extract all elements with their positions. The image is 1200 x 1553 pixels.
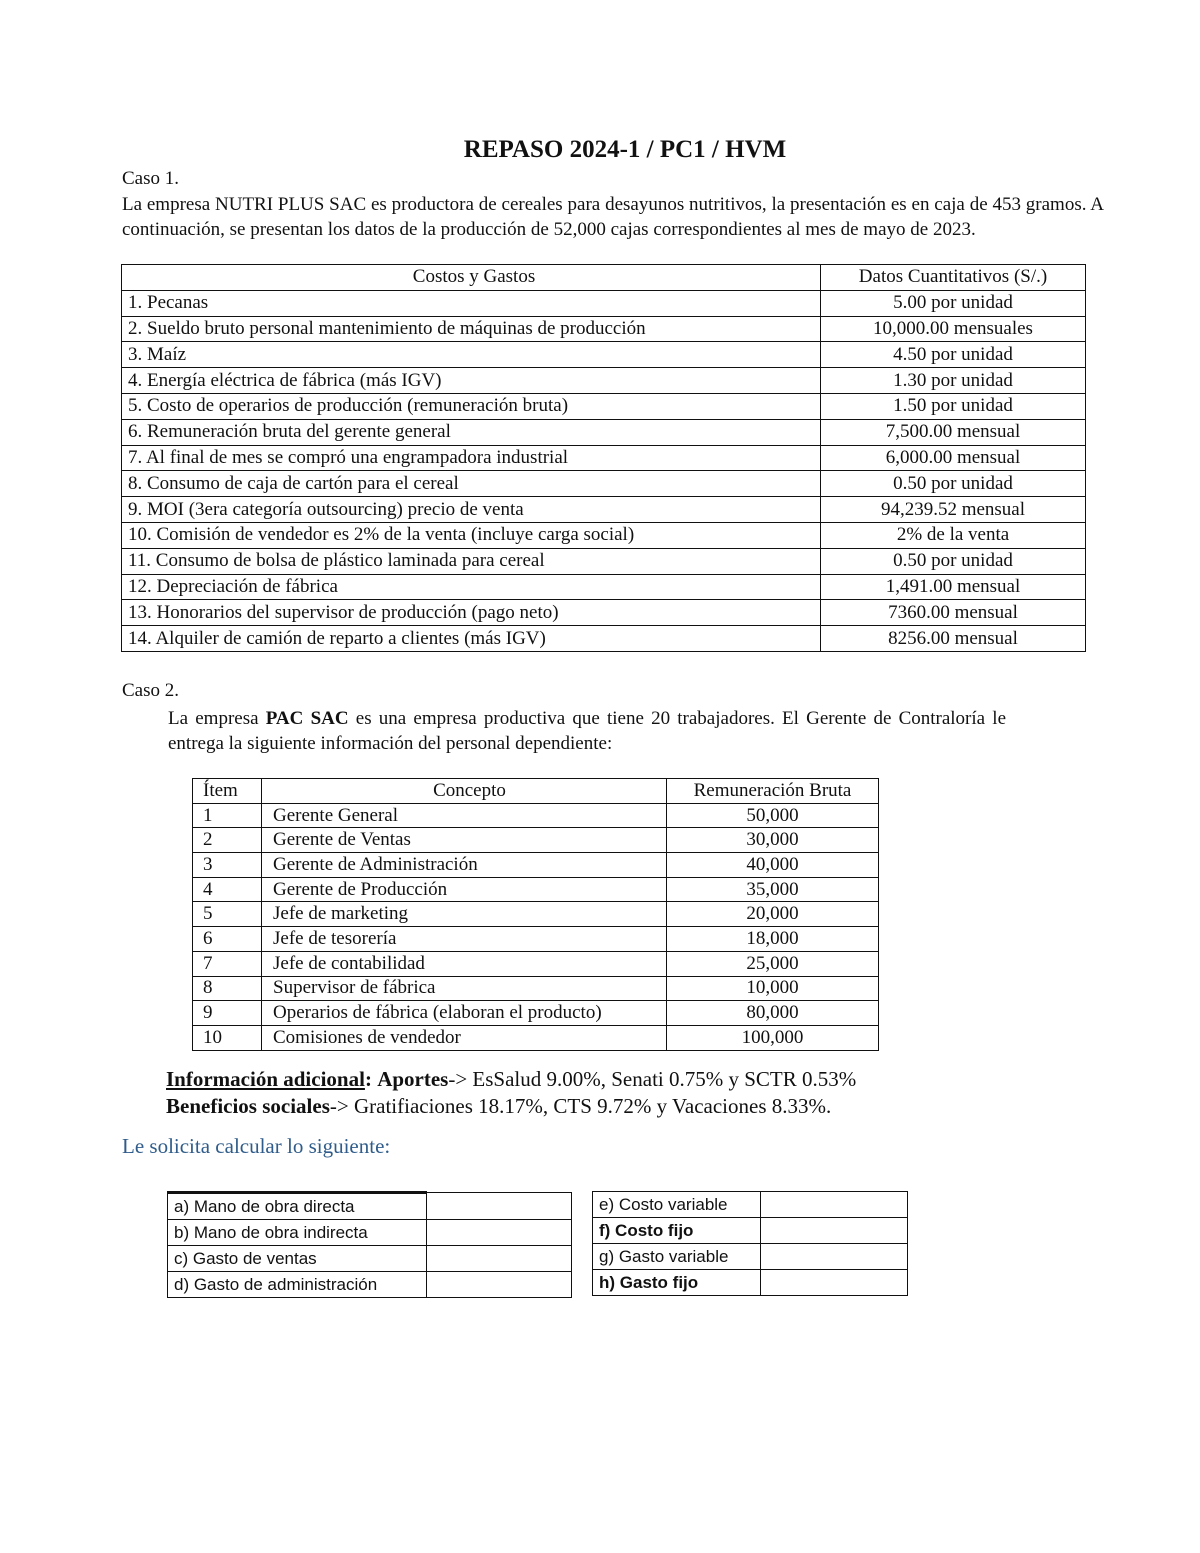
remuneracion: 10,000 bbox=[667, 976, 879, 1001]
info-colon: : bbox=[364, 1067, 372, 1091]
remuneracion: 80,000 bbox=[667, 1001, 879, 1026]
cost-concept: 5. Costo de operarios de producción (remuneración bruta) bbox=[122, 393, 821, 419]
remuneracion: 35,000 bbox=[667, 877, 879, 902]
table-row bbox=[122, 342, 1086, 368]
table-row bbox=[122, 548, 1086, 574]
concepto: Gerente de Administración bbox=[262, 853, 667, 878]
table-row bbox=[193, 1001, 879, 1026]
item-number: 6 bbox=[193, 927, 262, 952]
remuneracion: 50,000 bbox=[667, 803, 879, 828]
answer-label: h) Gasto fijo bbox=[593, 1270, 761, 1296]
table-row bbox=[122, 316, 1086, 342]
caso2-text-after: es una empresa productiva que tiene 20 trabajadores. El Gerente de Contraloría le entrega la siguiente información del personal dependiente: bbox=[168, 708, 1006, 754]
cost-concept: 10. Comisión de vendedor es 2% de la venta (incluye carga social) bbox=[122, 522, 821, 548]
item-number: 1 bbox=[193, 803, 262, 828]
table-row bbox=[193, 976, 879, 1001]
aportes-text: -> EsSalud 9.00%, Senati 0.75% y SCTR 0.53% bbox=[448, 1067, 857, 1091]
table-row bbox=[168, 1193, 572, 1220]
table-row bbox=[193, 927, 879, 952]
table-row bbox=[193, 902, 879, 927]
table-row bbox=[122, 626, 1086, 652]
table-row bbox=[122, 368, 1086, 394]
remuneracion: 25,000 bbox=[667, 951, 879, 976]
cost-value: 0.50 por unidad bbox=[821, 471, 1086, 497]
aportes-line bbox=[166, 1066, 856, 1093]
table-row bbox=[122, 445, 1086, 471]
item-number: 2 bbox=[193, 828, 262, 853]
cost-value: 6,000.00 mensual bbox=[821, 445, 1086, 471]
answer-label: e) Costo variable bbox=[593, 1192, 761, 1218]
cost-concept: 8. Consumo de caja de cartón para el cereal bbox=[122, 471, 821, 497]
beneficios-line bbox=[166, 1093, 856, 1120]
cost-concept: 3. Maíz bbox=[122, 342, 821, 368]
cost-value: 1.30 por unidad bbox=[821, 368, 1086, 394]
solicita-heading: Le solicita calcular lo siguiente: bbox=[122, 1134, 391, 1158]
remuneracion: 18,000 bbox=[667, 927, 879, 952]
table-header-row bbox=[122, 265, 1086, 291]
answer-label: a) Mano de obra directa bbox=[168, 1193, 427, 1220]
table-row bbox=[168, 1246, 572, 1272]
answer-label: b) Mano de obra indirecta bbox=[168, 1220, 427, 1246]
table-row bbox=[122, 471, 1086, 497]
table-row bbox=[122, 497, 1086, 523]
answer-cell[interactable] bbox=[427, 1193, 572, 1220]
answer-table-left bbox=[167, 1191, 572, 1298]
answer-label: f) Costo fijo bbox=[593, 1218, 761, 1244]
table-row bbox=[122, 574, 1086, 600]
cost-concept: 12. Depreciación de fábrica bbox=[122, 574, 821, 600]
aportes-label: Aportes bbox=[377, 1067, 449, 1091]
header-remuneracion: Remuneración Bruta bbox=[667, 779, 879, 804]
answer-label: c) Gasto de ventas bbox=[168, 1246, 427, 1272]
cost-value: 7360.00 mensual bbox=[821, 600, 1086, 626]
table-row bbox=[168, 1220, 572, 1246]
cost-value: 4.50 por unidad bbox=[821, 342, 1086, 368]
cost-value: 5.00 por unidad bbox=[821, 290, 1086, 316]
cost-concept: 7. Al final de mes se compró una engrampadora industrial bbox=[122, 445, 821, 471]
answer-cell[interactable] bbox=[761, 1244, 908, 1270]
cost-value: 2% de la venta bbox=[821, 522, 1086, 548]
table-row bbox=[193, 1025, 879, 1050]
info-label: Información adicional bbox=[166, 1067, 365, 1091]
cost-concept: 13. Honorarios del supervisor de producción (pago neto) bbox=[122, 600, 821, 626]
table-row bbox=[193, 803, 879, 828]
item-number: 4 bbox=[193, 877, 262, 902]
cost-value: 10,000.00 mensuales bbox=[821, 316, 1086, 342]
table-row bbox=[193, 828, 879, 853]
table-row bbox=[122, 290, 1086, 316]
caso2-label: Caso 2. bbox=[122, 680, 179, 701]
answer-cell[interactable] bbox=[427, 1272, 572, 1298]
concepto: Gerente de Ventas bbox=[262, 828, 667, 853]
answer-table-right bbox=[592, 1191, 908, 1296]
caso2-intro bbox=[168, 706, 1006, 756]
personal-table bbox=[192, 778, 879, 1051]
concepto: Gerente General bbox=[262, 803, 667, 828]
table-row bbox=[593, 1270, 908, 1296]
answer-cell[interactable] bbox=[427, 1220, 572, 1246]
item-number: 10 bbox=[193, 1025, 262, 1050]
table-row bbox=[122, 522, 1086, 548]
costos-gastos-table bbox=[121, 264, 1086, 652]
concepto: Jefe de marketing bbox=[262, 902, 667, 927]
table-row bbox=[593, 1244, 908, 1270]
table-row bbox=[168, 1272, 572, 1298]
additional-info bbox=[166, 1066, 856, 1120]
cost-concept: 11. Consumo de bolsa de plástico laminada para cereal bbox=[122, 548, 821, 574]
table-row bbox=[593, 1218, 908, 1244]
answer-cell[interactable] bbox=[761, 1270, 908, 1296]
concepto: Comisiones de vendedor bbox=[262, 1025, 667, 1050]
item-number: 9 bbox=[193, 1001, 262, 1026]
answer-cell[interactable] bbox=[761, 1218, 908, 1244]
beneficios-text: -> Gratifiaciones 18.17%, CTS 9.72% y Vacaciones 8.33%. bbox=[329, 1094, 832, 1118]
table-row bbox=[593, 1192, 908, 1218]
cost-value: 7,500.00 mensual bbox=[821, 419, 1086, 445]
cost-concept: 6. Remuneración bruta del gerente general bbox=[122, 419, 821, 445]
cost-value: 0.50 por unidad bbox=[821, 548, 1086, 574]
concepto: Supervisor de fábrica bbox=[262, 976, 667, 1001]
beneficios-label: Beneficios sociales bbox=[166, 1094, 330, 1118]
concepto: Jefe de contabilidad bbox=[262, 951, 667, 976]
concepto: Gerente de Producción bbox=[262, 877, 667, 902]
remuneracion: 40,000 bbox=[667, 853, 879, 878]
table-row bbox=[193, 853, 879, 878]
caso1-intro: La empresa NUTRI PLUS SAC es productora de cereales para desayunos nutritivos, la presentación es en caja de 453 gramos. A continuación, se presentan los datos de la producción de 52,000 cajas correspondientes al mes de mayo de 2023. bbox=[122, 194, 1104, 240]
concepto: Operarios de fábrica (elaboran el producto) bbox=[262, 1001, 667, 1026]
cost-concept: 2. Sueldo bruto personal mantenimiento de máquinas de producción bbox=[122, 316, 821, 342]
page-title: REPASO 2024-1 / PC1 / HVM bbox=[463, 136, 787, 163]
table-row bbox=[193, 877, 879, 902]
cost-value: 94,239.52 mensual bbox=[821, 497, 1086, 523]
remuneracion: 100,000 bbox=[667, 1025, 879, 1050]
table-header-row bbox=[193, 779, 879, 804]
cost-concept: 9. MOI (3era categoría outsourcing) precio de venta bbox=[122, 497, 821, 523]
remuneracion: 20,000 bbox=[667, 902, 879, 927]
cost-concept: 14. Alquiler de camión de reparto a clientes (más IGV) bbox=[122, 626, 821, 652]
header-item: Ítem bbox=[193, 779, 262, 804]
table-row bbox=[122, 600, 1086, 626]
header-concepto: Concepto bbox=[262, 779, 667, 804]
table-row bbox=[122, 419, 1086, 445]
table-row bbox=[122, 393, 1086, 419]
item-number: 3 bbox=[193, 853, 262, 878]
cost-concept: 4. Energía eléctrica de fábrica (más IGV) bbox=[122, 368, 821, 394]
item-number: 8 bbox=[193, 976, 262, 1001]
item-number: 7 bbox=[193, 951, 262, 976]
header-datos-cuantitativos: Datos Cuantitativos (S/.) bbox=[821, 265, 1086, 291]
answer-cell[interactable] bbox=[427, 1246, 572, 1272]
caso2-text-before: La empresa bbox=[168, 708, 266, 729]
answer-label: d) Gasto de administración bbox=[168, 1272, 427, 1298]
cost-value: 1.50 por unidad bbox=[821, 393, 1086, 419]
caso1-label: Caso 1. bbox=[122, 168, 179, 189]
answer-label: g) Gasto variable bbox=[593, 1244, 761, 1270]
concepto: Jefe de tesorería bbox=[262, 927, 667, 952]
company-name: PAC SAC bbox=[265, 708, 349, 729]
cost-value: 8256.00 mensual bbox=[821, 626, 1086, 652]
remuneracion: 30,000 bbox=[667, 828, 879, 853]
answer-cell[interactable] bbox=[761, 1192, 908, 1218]
item-number: 5 bbox=[193, 902, 262, 927]
cost-value: 1,491.00 mensual bbox=[821, 574, 1086, 600]
cost-concept: 1. Pecanas bbox=[122, 290, 821, 316]
header-costos-gastos: Costos y Gastos bbox=[122, 265, 821, 291]
table-row bbox=[193, 951, 879, 976]
